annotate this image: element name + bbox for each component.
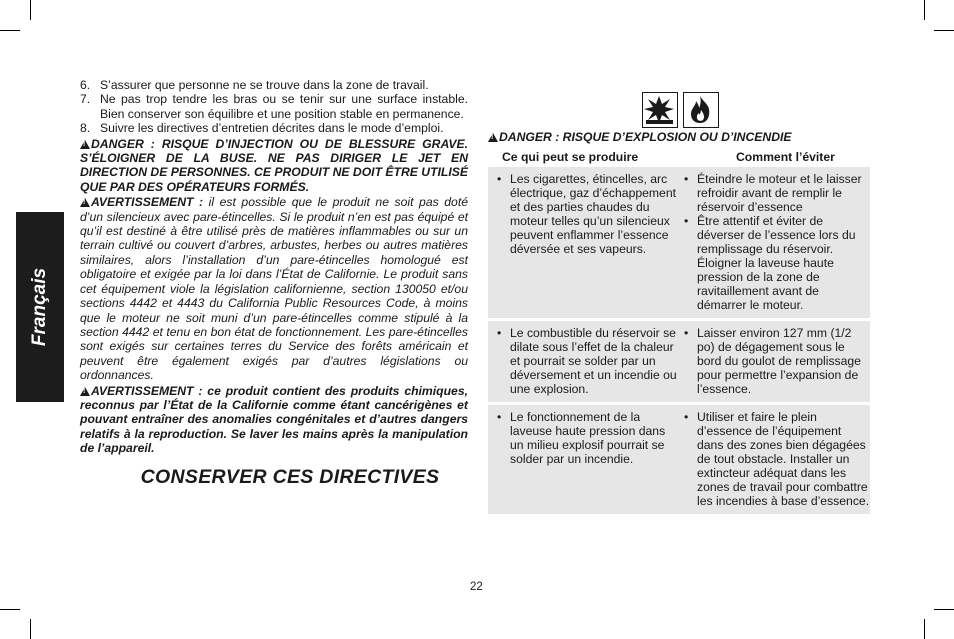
crop-mark <box>30 0 31 20</box>
left-column <box>80 78 468 456</box>
cell-text: Éteindre le moteur et le laisser refroidir avant de remplir le réservoir d’essence <box>697 172 862 214</box>
explosion-icon <box>642 92 678 128</box>
spark-arrester-warning: !AVERTISSEMENT : il est possible que le produit ne soit pas doté d’un silencieux avec pare-étincelles. Si le produit n’en est pas équipé et qu’il est destiné à être utilisé près de matières inflammables ou sur un terrain cultivé ou couvert d’arbres, arbustes, herbes ou autres matières similaires, alors l’installation d’un pare-étincelles homologué est obligatoire et exigée par la loi dans l’État de Californie. Le produit sans cet équipement viole la législation californienne, section 130050 et/ou sections 4442 et 4443 du California Public Resources Code, à moins que le moteur ne soit muni d’un pare-étincelles comme stipulé à la section 4442 et tenu en bon état de fonctionnement. Les pare-étincelles sont exigés sur certaines terres du Service des forêts américain et peuvent être également exigés par d’autres législations ou ordonnances. <box>80 195 468 382</box>
cell-text: Être attentif et éviter de déverser de l’essence lors du remplissage du réservoir. Éloigner la laveuse haute pression de la zone de ravitaillement avant de démarrer le moteur. <box>697 214 856 312</box>
warning-triangle-icon <box>80 387 90 396</box>
cell-text: Utiliser et faire le plein d’essence de l’équipement dans des zones bien dégagées de tout obstacle. Installer un extincteur adéquat dans les zones de travail pour combattre les incendies à base d’essence. <box>697 410 870 508</box>
bullet: • <box>684 326 689 340</box>
crop-mark <box>924 0 925 20</box>
table-header <box>488 150 870 164</box>
crop-mark <box>934 30 954 31</box>
cell-text: Les cigarettes, étincelles, arc électrique, gaz d’échappement et des parties chaudes du moteur telles qu’un silencieux peuvent enflammer l’essence déversée et ses vapeurs. <box>510 172 676 256</box>
crop-mark <box>934 609 954 610</box>
table-cell <box>488 172 678 312</box>
bullet: • <box>684 214 689 228</box>
table-cell <box>488 410 678 508</box>
bullet: • <box>684 172 689 186</box>
table-cell <box>488 326 678 396</box>
column-header: Comment l’éviter <box>736 150 835 164</box>
hazard-table <box>488 130 870 517</box>
crop-mark <box>924 619 925 639</box>
danger-injection-notice: !DANGER : RISQUE D’INJECTION OU DE BLESSURE GRAVE. S’ÉLOIGNER DE LA BUSE. NE PAS DIRIGER LE JET EN DIRECTION DE PERSONNES. CE PRODUIT NE DOIT ÊTRE UTILISÉ QUE PAR DES OPÉRATEURS FORMÉS. <box>80 137 468 195</box>
list-item <box>80 78 468 92</box>
bullet: • <box>497 326 502 340</box>
list-text: S’assurer que personne ne se trouve dans la zone de travail. <box>100 78 429 92</box>
list-number: 6. <box>80 78 91 92</box>
cell-text: Le combustible du réservoir se dilate sous l’effet de la chaleur et pourrait se solder par un déversement et un incendie ou une explosion. <box>510 326 677 396</box>
list-item <box>80 92 468 121</box>
column-header: Ce qui peut se produire <box>502 150 639 164</box>
explosion-danger-heading: !DANGER : RISQUE D’EXPLOSION OU D’INCENDIE <box>488 130 870 144</box>
list-number: 8. <box>80 121 91 136</box>
safety-list <box>80 78 468 136</box>
list-number: 7. <box>80 92 91 107</box>
crop-mark <box>0 30 20 31</box>
page-number: 22 <box>470 581 483 593</box>
table-cell <box>678 172 870 312</box>
fire-icon <box>683 92 719 128</box>
warning-triangle-icon <box>80 198 90 207</box>
table-cell <box>678 410 870 508</box>
language-tab-label: Français <box>29 267 50 347</box>
list-item <box>80 121 468 135</box>
hazard-icons <box>642 92 719 130</box>
keep-instructions-title: CONSERVER CES DIRECTIVES <box>140 466 440 488</box>
bullet: • <box>497 410 502 424</box>
table-row <box>488 167 870 318</box>
table-cell <box>678 326 870 396</box>
cell-text: Laisser environ 127 mm (1/2 po) de dégagement sous le bord du goulot de remplissage pour permettre l’expansion de l’essence. <box>697 326 861 396</box>
warning-triangle-icon <box>488 133 498 142</box>
bullet: • <box>497 172 502 186</box>
list-text: Ne pas trop tendre les bras ou se tenir sur une surface instable. Bien conserver son équilibre et une position stable en permanence. <box>100 92 468 121</box>
table-row <box>488 405 870 514</box>
warning-triangle-icon <box>80 140 90 149</box>
list-text: Suivre les directives d’entretien décrites dans le mode d’emploi. <box>100 121 444 136</box>
crop-mark <box>30 619 31 639</box>
chemical-warning: !AVERTISSEMENT : ce produit contient des produits chimiques, reconnus par l’État de la Californie comme étant cancérigènes et pouvant entraîner des anomalies congénitales et d’autres dangers relatifs à la reproduction. Se laver les mains après la manipulation de l’appareil. <box>80 384 468 456</box>
language-tab <box>16 212 64 402</box>
bullet: • <box>684 410 689 424</box>
crop-mark <box>0 609 20 610</box>
table-row <box>488 321 870 402</box>
cell-text: Le fonctionnement de la laveuse haute pression dans un milieu explosif pourrait se solder par un incendie. <box>510 410 666 466</box>
